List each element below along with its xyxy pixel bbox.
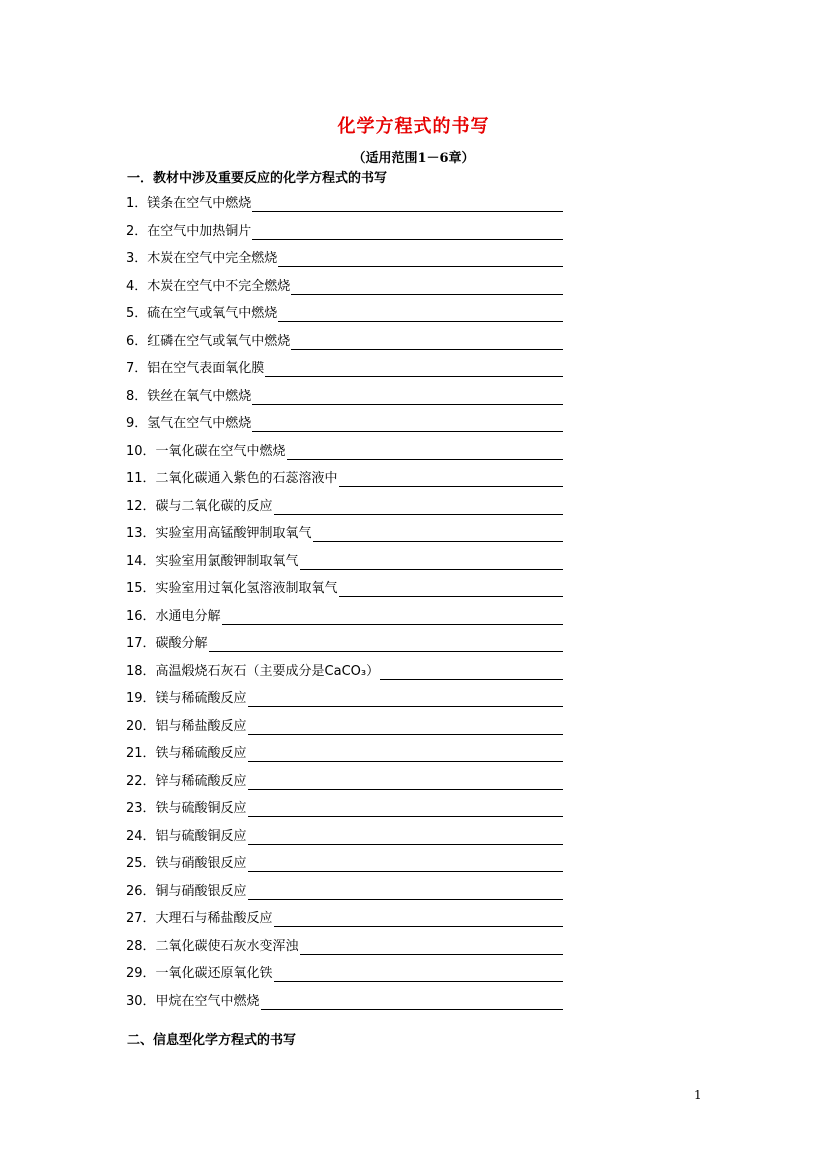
question-row (126, 275, 563, 295)
answer-blank[interactable] (313, 527, 563, 542)
question-text: 镁条在空气中燃烧 (147, 196, 252, 211)
question-text: 水通电分解 (155, 608, 221, 624)
question-row (126, 825, 563, 845)
answer-blank[interactable] (265, 362, 563, 377)
question-text: 木炭在空气中不完全燃烧 (147, 278, 291, 294)
question-row (126, 715, 563, 735)
answer-blank[interactable] (222, 610, 563, 625)
answer-blank[interactable] (274, 967, 563, 982)
answer-blank[interactable] (248, 802, 563, 817)
answer-blank[interactable] (274, 912, 563, 927)
question-row (126, 770, 563, 790)
answer-blank[interactable] (248, 720, 563, 735)
question-number: 19． (126, 691, 156, 706)
question-text: 甲烷在空气中燃烧 (155, 993, 260, 1009)
answer-blank[interactable] (248, 885, 563, 900)
question-number: 9． (126, 416, 148, 431)
question-text: 大理石与稀盐酸反应 (155, 911, 273, 926)
question-number: 28． (126, 938, 156, 954)
question-number: 10． (126, 443, 156, 459)
question-text: 木炭在空气中完全燃烧 (147, 251, 278, 266)
answer-blank[interactable] (248, 830, 563, 845)
question-text: 一氧化碳在空气中燃烧 (155, 443, 286, 459)
answer-blank[interactable] (339, 472, 563, 487)
question-text: 在空气中加热铜片 (147, 223, 252, 239)
question-number: 16． (126, 608, 156, 624)
answer-blank[interactable] (291, 280, 563, 295)
question-row (126, 852, 563, 872)
question-number: 27． (126, 911, 156, 926)
question-row (126, 962, 563, 982)
question-row (126, 522, 563, 542)
answer-blank[interactable] (291, 335, 563, 350)
answer-blank[interactable] (248, 857, 563, 872)
question-number: 3． (126, 251, 148, 266)
answer-blank[interactable] (380, 665, 563, 680)
question-text: 实验室用过氧化氢溶液制取氧气 (155, 581, 338, 596)
answer-blank[interactable] (252, 225, 563, 240)
question-row (126, 302, 563, 322)
question-row (126, 412, 563, 432)
question-text: 二氧化碳使石灰水变浑浊 (155, 938, 299, 954)
question-number: 30． (126, 993, 156, 1009)
question-row (126, 385, 563, 405)
question-text: 二氧化碳通入紫色的石蕊溶液中 (155, 471, 338, 486)
question-number: 23． (126, 801, 156, 816)
question-number: 22． (126, 773, 156, 789)
answer-blank[interactable] (339, 582, 563, 597)
question-row (126, 660, 563, 680)
question-text: 铁丝在氧气中燃烧 (147, 388, 252, 404)
question-number: 14． (126, 553, 156, 569)
question-row (126, 440, 563, 460)
section-heading-information-reactions: 二、信息型化学方程式的书写 (127, 1033, 297, 1048)
question-number: 2． (126, 223, 148, 239)
question-row (126, 990, 563, 1010)
answer-blank[interactable] (300, 555, 563, 570)
page-number: 1 (694, 1088, 702, 1102)
question-number: 20． (126, 718, 156, 734)
question-row (126, 192, 563, 212)
document-subtitle: （适用范围1－6章） (352, 151, 475, 166)
question-number: 17． (126, 636, 156, 651)
question-number: 11． (126, 471, 156, 486)
question-row (126, 495, 563, 515)
question-row (126, 907, 563, 927)
question-text: 镁与稀硫酸反应 (155, 691, 247, 706)
question-number: 29． (126, 966, 156, 981)
answer-blank[interactable] (278, 252, 563, 267)
question-row (126, 330, 563, 350)
question-text: 铁与硝酸银反应 (155, 856, 247, 871)
question-row (126, 220, 563, 240)
question-text: 铝与硫酸铜反应 (155, 828, 247, 844)
question-row (126, 880, 563, 900)
question-number: 1． (126, 196, 148, 211)
question-number: 4． (126, 278, 148, 294)
question-text: 铁与硫酸铜反应 (155, 801, 247, 816)
answer-blank[interactable] (261, 995, 563, 1010)
question-number: 21． (126, 746, 156, 761)
question-number: 13． (126, 526, 156, 541)
question-text: 铝在空气表面氧化膜 (147, 361, 265, 376)
question-text: 氢气在空气中燃烧 (147, 416, 252, 431)
question-row (126, 577, 563, 597)
question-text: 铜与硝酸银反应 (155, 883, 247, 899)
document-title: 化学方程式的书写 (337, 116, 490, 137)
question-text: 一氧化碳还原氧化铁 (155, 966, 273, 981)
question-row (126, 687, 563, 707)
question-number: 6． (126, 333, 148, 349)
question-text: 锌与稀硫酸反应 (155, 773, 247, 789)
question-number: 5． (126, 306, 148, 321)
question-number: 12． (126, 498, 156, 514)
question-text: 硫在空气或氧气中燃烧 (147, 306, 278, 321)
question-row (126, 247, 563, 267)
answer-blank[interactable] (248, 747, 563, 762)
question-number: 15． (126, 581, 156, 596)
question-row (126, 357, 563, 377)
question-row (126, 632, 563, 652)
answer-blank[interactable] (287, 445, 563, 460)
answer-blank[interactable] (248, 775, 563, 790)
question-number: 18． (126, 663, 156, 679)
question-number: 7． (126, 361, 148, 376)
question-text: 实验室用高锰酸钾制取氧气 (155, 526, 312, 541)
question-row (126, 742, 563, 762)
question-number: 26． (126, 883, 156, 899)
question-number: 24． (126, 828, 156, 844)
question-row (126, 550, 563, 570)
question-row (126, 605, 563, 625)
answer-blank[interactable] (274, 500, 563, 515)
answer-blank[interactable] (278, 307, 563, 322)
question-row (126, 797, 563, 817)
question-row (126, 467, 563, 487)
answer-blank[interactable] (252, 390, 563, 405)
question-text: 碳与二氧化碳的反应 (155, 498, 273, 514)
answer-blank[interactable] (252, 417, 563, 432)
answer-blank[interactable] (300, 940, 563, 955)
question-text: 铝与稀盐酸反应 (155, 718, 247, 734)
question-text: 实验室用氯酸钾制取氧气 (155, 553, 299, 569)
section-heading-textbook-reactions: 一．教材中涉及重要反应的化学方程式的书写 (127, 171, 388, 186)
question-number: 8． (126, 388, 148, 404)
answer-blank[interactable] (209, 637, 563, 652)
answer-blank[interactable] (248, 692, 563, 707)
question-number: 25． (126, 856, 156, 871)
question-text: 红磷在空气或氧气中燃烧 (147, 333, 291, 349)
answer-blank[interactable] (252, 197, 563, 212)
question-row (126, 935, 563, 955)
question-text: 铁与稀硫酸反应 (155, 746, 247, 761)
question-text: 碳酸分解 (155, 636, 208, 651)
question-text: 高温煅烧石灰石（主要成分是CaCO₃） (155, 663, 380, 679)
